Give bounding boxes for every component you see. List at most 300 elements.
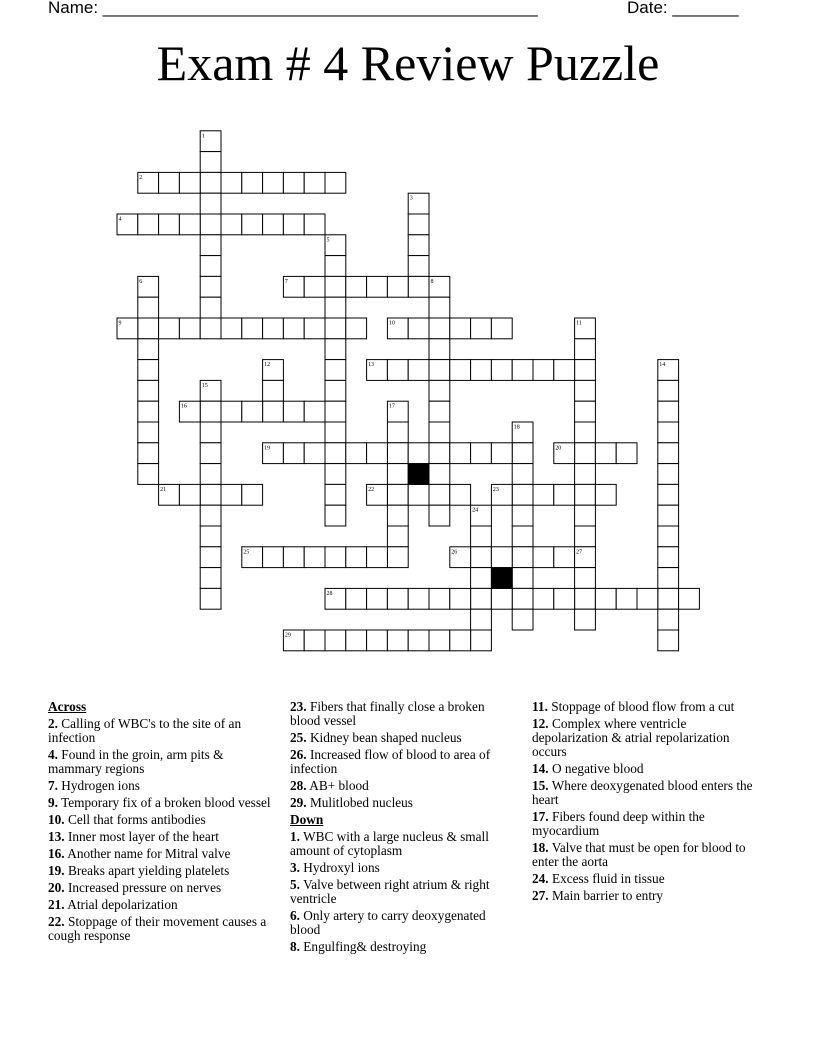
grid-cell[interactable] bbox=[325, 318, 346, 339]
grid-cell[interactable] bbox=[471, 630, 492, 651]
grid-cell[interactable] bbox=[263, 401, 284, 422]
clue-text: Fibers found deep within the myocardium bbox=[532, 809, 705, 838]
clue-number-label: 17 bbox=[388, 403, 395, 410]
grid-cell[interactable] bbox=[221, 172, 242, 193]
name-field[interactable]: Name: ______________________________________________ bbox=[48, 0, 538, 17]
grid-cell[interactable] bbox=[387, 443, 408, 464]
clue-number: 27. bbox=[532, 888, 549, 903]
grid-cell[interactable] bbox=[138, 318, 159, 339]
clue-text: Only artery to carry deoxygenated blood bbox=[290, 908, 486, 937]
grid-cell[interactable] bbox=[304, 630, 325, 651]
grid-cell[interactable] bbox=[138, 360, 159, 381]
grid-cell[interactable] bbox=[554, 484, 575, 505]
grid-cell[interactable] bbox=[138, 422, 159, 443]
clue-number-label: 28 bbox=[326, 590, 333, 597]
grid-cell[interactable] bbox=[200, 193, 221, 214]
grid-cell[interactable] bbox=[429, 630, 450, 651]
grid-cell[interactable] bbox=[658, 380, 679, 401]
grid-cell[interactable] bbox=[283, 443, 304, 464]
grid-cell[interactable] bbox=[575, 505, 596, 526]
grid-cell[interactable] bbox=[575, 422, 596, 443]
grid-cell[interactable] bbox=[471, 547, 492, 568]
clue-item bbox=[48, 881, 273, 895]
grid-cell[interactable] bbox=[658, 484, 679, 505]
grid-cell[interactable] bbox=[200, 276, 221, 297]
grid-cell[interactable] bbox=[408, 276, 429, 297]
clue-number: 12. bbox=[532, 716, 549, 731]
clue-item bbox=[290, 796, 512, 810]
grid-cell[interactable] bbox=[575, 464, 596, 485]
grid-cell[interactable] bbox=[512, 464, 533, 485]
grid-cell[interactable] bbox=[471, 568, 492, 589]
grid-cell[interactable] bbox=[263, 318, 284, 339]
grid-cell[interactable] bbox=[283, 401, 304, 422]
grid-cell[interactable] bbox=[200, 172, 221, 193]
clue-text: Valve between right atrium & right ventricle bbox=[290, 877, 490, 906]
grid-cell[interactable] bbox=[616, 443, 637, 464]
grid-cell[interactable] bbox=[658, 401, 679, 422]
grid-cell[interactable] bbox=[200, 505, 221, 526]
grid-cell[interactable] bbox=[346, 630, 367, 651]
grid-cell[interactable] bbox=[471, 588, 492, 609]
grid-cell[interactable] bbox=[658, 547, 679, 568]
grid-cell[interactable] bbox=[387, 422, 408, 443]
clue-item bbox=[532, 841, 757, 869]
grid-cell[interactable] bbox=[512, 484, 533, 505]
grid-cell[interactable] bbox=[179, 214, 200, 235]
grid-cell[interactable] bbox=[658, 609, 679, 630]
grid-cell[interactable] bbox=[325, 422, 346, 443]
grid-cell[interactable] bbox=[595, 443, 616, 464]
grid-cell[interactable] bbox=[575, 484, 596, 505]
grid-cell[interactable] bbox=[200, 318, 221, 339]
clue-text: Engulfing& destroying bbox=[299, 939, 427, 954]
grid-cell[interactable] bbox=[408, 443, 429, 464]
grid-cell[interactable] bbox=[658, 443, 679, 464]
grid-cell[interactable] bbox=[658, 505, 679, 526]
clue-text: Atrial depolarization bbox=[64, 897, 178, 912]
clue-text: Breaks apart yielding platelets bbox=[64, 863, 230, 878]
grid-cell[interactable] bbox=[263, 172, 284, 193]
clue-text: Another name for Mitral valve bbox=[64, 846, 231, 861]
clue-text: Valve that must be open for blood to enter the aorta bbox=[532, 840, 746, 869]
grid-cell[interactable] bbox=[138, 297, 159, 318]
clue-number-label: 29 bbox=[284, 632, 291, 639]
grid-cell[interactable] bbox=[346, 276, 367, 297]
clue-item bbox=[48, 830, 273, 844]
clue-item bbox=[532, 872, 757, 886]
clue-number: 20. bbox=[48, 880, 65, 895]
clue-number-label: 27 bbox=[576, 549, 583, 556]
grid-cell[interactable] bbox=[200, 152, 221, 173]
grid-cell[interactable] bbox=[325, 172, 346, 193]
grid-cell[interactable] bbox=[408, 318, 429, 339]
clue-text: Found in the groin, arm pits & mammary regions bbox=[48, 747, 224, 776]
clue-column-3 bbox=[532, 700, 757, 906]
grid-cell[interactable] bbox=[429, 443, 450, 464]
grid-cell[interactable] bbox=[429, 464, 450, 485]
clue-number-label: 1 bbox=[201, 133, 205, 140]
down-clue-list bbox=[290, 830, 512, 954]
grid-cell[interactable] bbox=[325, 339, 346, 360]
grid-cell[interactable] bbox=[221, 318, 242, 339]
across-clue-list-continued bbox=[290, 700, 512, 810]
clue-item bbox=[290, 700, 512, 728]
clue-text: Cell that forms antibodies bbox=[64, 812, 206, 827]
grid-cell[interactable] bbox=[179, 172, 200, 193]
grid-cell[interactable] bbox=[512, 609, 533, 630]
grid-cell[interactable] bbox=[387, 360, 408, 381]
grid-cell[interactable] bbox=[450, 360, 471, 381]
clue-number-label: 9 bbox=[118, 320, 122, 327]
clue-number: 13. bbox=[48, 829, 65, 844]
grid-cell[interactable] bbox=[200, 443, 221, 464]
grid-cell[interactable] bbox=[367, 630, 388, 651]
clue-text: Stoppage of blood flow from a cut bbox=[547, 699, 735, 714]
grid-cell[interactable] bbox=[554, 360, 575, 381]
grid-cell[interactable] bbox=[471, 609, 492, 630]
grid-cell[interactable] bbox=[346, 443, 367, 464]
grid-cell[interactable] bbox=[533, 547, 554, 568]
grid-cell[interactable] bbox=[450, 630, 471, 651]
clue-number: 17. bbox=[532, 809, 549, 824]
grid-cell[interactable] bbox=[429, 360, 450, 381]
grid-cell[interactable] bbox=[200, 568, 221, 589]
grid-cell[interactable] bbox=[450, 484, 471, 505]
clue-item bbox=[532, 717, 757, 759]
grid-cell[interactable] bbox=[263, 214, 284, 235]
grid-cell[interactable] bbox=[325, 547, 346, 568]
clue-number-label: 21 bbox=[160, 486, 167, 493]
grid-cell[interactable] bbox=[533, 588, 554, 609]
clue-number: 7. bbox=[48, 778, 58, 793]
clue-text: Stoppage of their movement causes a cough response bbox=[48, 914, 267, 943]
clue-number: 23. bbox=[290, 699, 307, 714]
clue-number: 29. bbox=[290, 795, 307, 810]
clue-number-label: 7 bbox=[284, 278, 288, 285]
clue-number-label: 23 bbox=[492, 486, 499, 493]
clue-number-label: 12 bbox=[264, 362, 271, 369]
clue-number-label: 2 bbox=[139, 174, 143, 181]
clue-item bbox=[48, 847, 273, 861]
grid-cell[interactable] bbox=[179, 484, 200, 505]
clue-item bbox=[532, 889, 757, 903]
grid-cell[interactable] bbox=[138, 380, 159, 401]
grid-cell[interactable] bbox=[575, 401, 596, 422]
clue-number: 1. bbox=[290, 829, 300, 844]
grid-cell[interactable] bbox=[200, 214, 221, 235]
grid-cell[interactable] bbox=[159, 172, 180, 193]
clue-item bbox=[48, 748, 273, 776]
clue-number: 6. bbox=[290, 908, 300, 923]
clue-text: Fibers that finally close a broken blood vessel bbox=[290, 699, 485, 728]
grid-cell[interactable] bbox=[200, 401, 221, 422]
grid-cell[interactable] bbox=[283, 318, 304, 339]
grid-cell[interactable] bbox=[512, 360, 533, 381]
grid-cell[interactable] bbox=[471, 526, 492, 547]
grid-cell[interactable] bbox=[575, 526, 596, 547]
grid-cell[interactable] bbox=[429, 297, 450, 318]
grid-cell[interactable] bbox=[138, 464, 159, 485]
grid-cell[interactable] bbox=[450, 588, 471, 609]
grid-cell[interactable] bbox=[387, 547, 408, 568]
grid-cell[interactable] bbox=[471, 360, 492, 381]
grid-cell[interactable] bbox=[138, 443, 159, 464]
grid-cell[interactable] bbox=[533, 360, 554, 381]
grid-cell[interactable] bbox=[367, 276, 388, 297]
clue-text: Hydrogen ions bbox=[57, 778, 140, 793]
grid-cell[interactable] bbox=[491, 318, 512, 339]
grid-cell[interactable] bbox=[367, 547, 388, 568]
grid-cell[interactable] bbox=[512, 443, 533, 464]
grid-cell[interactable] bbox=[263, 547, 284, 568]
grid-cell[interactable] bbox=[221, 401, 242, 422]
grid-cell[interactable] bbox=[450, 443, 471, 464]
grid-cell[interactable] bbox=[408, 360, 429, 381]
grid-cell[interactable] bbox=[595, 588, 616, 609]
clue-number: 14. bbox=[532, 761, 549, 776]
grid-cell[interactable] bbox=[429, 422, 450, 443]
grid-cell[interactable] bbox=[637, 588, 658, 609]
grid-cell[interactable] bbox=[367, 588, 388, 609]
grid-cell[interactable] bbox=[658, 464, 679, 485]
grid-cell[interactable] bbox=[200, 297, 221, 318]
clue-number-label: 16 bbox=[180, 403, 187, 410]
clue-item bbox=[290, 940, 512, 954]
grid-cell[interactable] bbox=[346, 547, 367, 568]
clue-text: Hydroxyl ions bbox=[299, 860, 380, 875]
grid-cell[interactable] bbox=[304, 214, 325, 235]
grid-cell[interactable] bbox=[575, 588, 596, 609]
grid-cell[interactable] bbox=[408, 214, 429, 235]
clue-number: 2. bbox=[48, 716, 58, 731]
grid-cell[interactable] bbox=[304, 276, 325, 297]
grid-cell[interactable] bbox=[283, 172, 304, 193]
grid-cell[interactable] bbox=[242, 318, 263, 339]
grid-cell[interactable] bbox=[242, 484, 263, 505]
clue-text: Increased pressure on nerves bbox=[64, 880, 222, 895]
grid-cell[interactable] bbox=[242, 214, 263, 235]
grid-cell[interactable] bbox=[325, 443, 346, 464]
grid-cell[interactable] bbox=[533, 484, 554, 505]
clue-item bbox=[532, 779, 757, 807]
clue-item bbox=[290, 909, 512, 937]
clue-number-label: 15 bbox=[201, 382, 208, 389]
grid-cell[interactable] bbox=[304, 443, 325, 464]
clue-number-label: 24 bbox=[472, 507, 479, 514]
grid-cell[interactable] bbox=[512, 505, 533, 526]
clue-text: Where deoxygenated blood enters the heart bbox=[532, 778, 753, 807]
grid-cell[interactable] bbox=[325, 380, 346, 401]
grid-cell[interactable] bbox=[491, 360, 512, 381]
grid-cell[interactable] bbox=[575, 360, 596, 381]
grid-cell[interactable] bbox=[242, 172, 263, 193]
grid-cell[interactable] bbox=[200, 484, 221, 505]
clue-number-label: 18 bbox=[513, 424, 520, 431]
grid-cell[interactable] bbox=[471, 318, 492, 339]
grid-cell[interactable] bbox=[200, 422, 221, 443]
clue-text: Excess fluid in tissue bbox=[548, 871, 665, 886]
clue-text: O negative blood bbox=[548, 761, 644, 776]
grid-cell[interactable] bbox=[325, 464, 346, 485]
grid-cell[interactable] bbox=[200, 588, 221, 609]
down-heading: Down bbox=[290, 812, 324, 827]
grid-cell[interactable] bbox=[325, 297, 346, 318]
grid-cell[interactable] bbox=[491, 588, 512, 609]
clue-number-label: 22 bbox=[368, 486, 375, 493]
clue-number: 25. bbox=[290, 730, 307, 745]
clue-number-label: 10 bbox=[388, 320, 395, 327]
clue-number: 4. bbox=[48, 747, 58, 762]
grid-cell[interactable] bbox=[575, 339, 596, 360]
grid-cell[interactable] bbox=[346, 588, 367, 609]
clue-number: 11. bbox=[532, 699, 548, 714]
grid-cell[interactable] bbox=[387, 588, 408, 609]
grid-cell[interactable] bbox=[200, 256, 221, 277]
black-square bbox=[408, 464, 429, 485]
grid-cell[interactable] bbox=[429, 318, 450, 339]
grid-cell[interactable] bbox=[429, 505, 450, 526]
grid-cell[interactable] bbox=[283, 214, 304, 235]
clue-number: 28. bbox=[290, 778, 307, 793]
grid-cell[interactable] bbox=[554, 547, 575, 568]
grid-cell[interactable] bbox=[408, 588, 429, 609]
grid-cell[interactable] bbox=[658, 630, 679, 651]
grid-cell[interactable] bbox=[408, 484, 429, 505]
clue-item bbox=[532, 810, 757, 838]
grid-cell[interactable] bbox=[242, 401, 263, 422]
clue-number-label: 20 bbox=[555, 445, 562, 452]
grid-cell[interactable] bbox=[221, 214, 242, 235]
grid-cell[interactable] bbox=[658, 422, 679, 443]
clue-text: WBC with a large nucleus & small amount of cytoplasm bbox=[290, 829, 489, 858]
grid-cell[interactable] bbox=[138, 401, 159, 422]
clue-item bbox=[48, 813, 273, 827]
clue-text: Temporary fix of a broken blood vessel bbox=[57, 795, 271, 810]
grid-cell[interactable] bbox=[575, 568, 596, 589]
grid-cell[interactable] bbox=[450, 318, 471, 339]
clue-number-label: 25 bbox=[243, 549, 250, 556]
clue-item bbox=[290, 861, 512, 875]
grid-cell[interactable] bbox=[304, 318, 325, 339]
clue-number-label: 6 bbox=[139, 278, 143, 285]
grid-cell[interactable] bbox=[304, 547, 325, 568]
grid-cell[interactable] bbox=[387, 464, 408, 485]
grid-cell[interactable] bbox=[429, 588, 450, 609]
clue-number: 15. bbox=[532, 778, 549, 793]
clue-number: 26. bbox=[290, 747, 307, 762]
page-title: Exam # 4 Review Puzzle bbox=[156, 35, 660, 91]
grid-cell[interactable] bbox=[325, 256, 346, 277]
down-clue-list-continued bbox=[532, 700, 757, 903]
clue-number-label: 3 bbox=[409, 195, 413, 202]
clue-text: Complex where ventricle depolarization & atrial repolarization occurs bbox=[532, 716, 730, 759]
clue-number: 8. bbox=[290, 939, 300, 954]
grid-cell[interactable] bbox=[179, 318, 200, 339]
clue-column-2 bbox=[290, 700, 512, 957]
clue-item bbox=[290, 748, 512, 776]
grid-cell[interactable] bbox=[325, 360, 346, 381]
grid-cell[interactable] bbox=[304, 401, 325, 422]
clue-item bbox=[532, 762, 757, 776]
grid-cell[interactable] bbox=[491, 443, 512, 464]
grid-cell[interactable] bbox=[200, 526, 221, 547]
black-square bbox=[491, 568, 512, 589]
grid-cell[interactable] bbox=[429, 380, 450, 401]
clue-item bbox=[48, 717, 273, 745]
grid-cell[interactable] bbox=[512, 568, 533, 589]
grid-cell[interactable] bbox=[325, 505, 346, 526]
grid-cell[interactable] bbox=[408, 235, 429, 256]
grid-cell[interactable] bbox=[471, 443, 492, 464]
grid-cell[interactable] bbox=[387, 630, 408, 651]
grid-cell[interactable] bbox=[138, 214, 159, 235]
grid-cell[interactable] bbox=[387, 276, 408, 297]
grid-cell[interactable] bbox=[325, 401, 346, 422]
grid-cell[interactable] bbox=[429, 339, 450, 360]
clue-text: Inner most layer of the heart bbox=[64, 829, 219, 844]
grid-cell[interactable] bbox=[429, 401, 450, 422]
grid-cell[interactable] bbox=[616, 588, 637, 609]
clue-number-label: 13 bbox=[368, 362, 375, 369]
grid-cell[interactable] bbox=[283, 547, 304, 568]
grid-cell[interactable] bbox=[200, 547, 221, 568]
grid-cell[interactable] bbox=[325, 630, 346, 651]
date-field[interactable]: Date: _______ bbox=[627, 0, 739, 17]
across-clue-list bbox=[48, 717, 273, 943]
grid-cell[interactable] bbox=[263, 380, 284, 401]
grid-cell[interactable] bbox=[387, 484, 408, 505]
grid-cell[interactable] bbox=[429, 484, 450, 505]
grid-cell[interactable] bbox=[159, 318, 180, 339]
clue-item bbox=[290, 779, 512, 793]
grid-cell[interactable] bbox=[221, 484, 242, 505]
clue-number: 10. bbox=[48, 812, 65, 827]
grid-cell[interactable] bbox=[200, 235, 221, 256]
grid-cell[interactable] bbox=[575, 380, 596, 401]
grid-cell[interactable] bbox=[679, 588, 700, 609]
grid-cell[interactable] bbox=[200, 464, 221, 485]
clue-item bbox=[48, 796, 273, 810]
grid-cell[interactable] bbox=[408, 256, 429, 277]
grid-cell[interactable] bbox=[408, 630, 429, 651]
grid-cell[interactable] bbox=[325, 276, 346, 297]
grid-cell[interactable] bbox=[512, 588, 533, 609]
grid-cell[interactable] bbox=[658, 588, 679, 609]
grid-cell[interactable] bbox=[304, 172, 325, 193]
grid-cell[interactable] bbox=[387, 505, 408, 526]
grid-cell[interactable] bbox=[512, 526, 533, 547]
grid-cell[interactable] bbox=[595, 484, 616, 505]
across-heading: Across bbox=[48, 699, 87, 714]
grid-cell[interactable] bbox=[159, 214, 180, 235]
clue-text: Mulitlobed nucleus bbox=[306, 795, 413, 810]
clue-number-label: 14 bbox=[659, 362, 666, 369]
grid-cell[interactable] bbox=[512, 547, 533, 568]
grid-cell[interactable] bbox=[138, 339, 159, 360]
grid-cell[interactable] bbox=[554, 588, 575, 609]
grid-cell[interactable] bbox=[325, 484, 346, 505]
grid-cell[interactable] bbox=[658, 526, 679, 547]
grid-cell[interactable] bbox=[575, 609, 596, 630]
grid-cell[interactable] bbox=[367, 443, 388, 464]
grid-cell[interactable] bbox=[575, 443, 596, 464]
grid-cell[interactable] bbox=[387, 526, 408, 547]
grid-cell[interactable] bbox=[346, 318, 367, 339]
grid-cell[interactable] bbox=[658, 568, 679, 589]
clue-number: 19. bbox=[48, 863, 65, 878]
grid-cell[interactable] bbox=[491, 547, 512, 568]
